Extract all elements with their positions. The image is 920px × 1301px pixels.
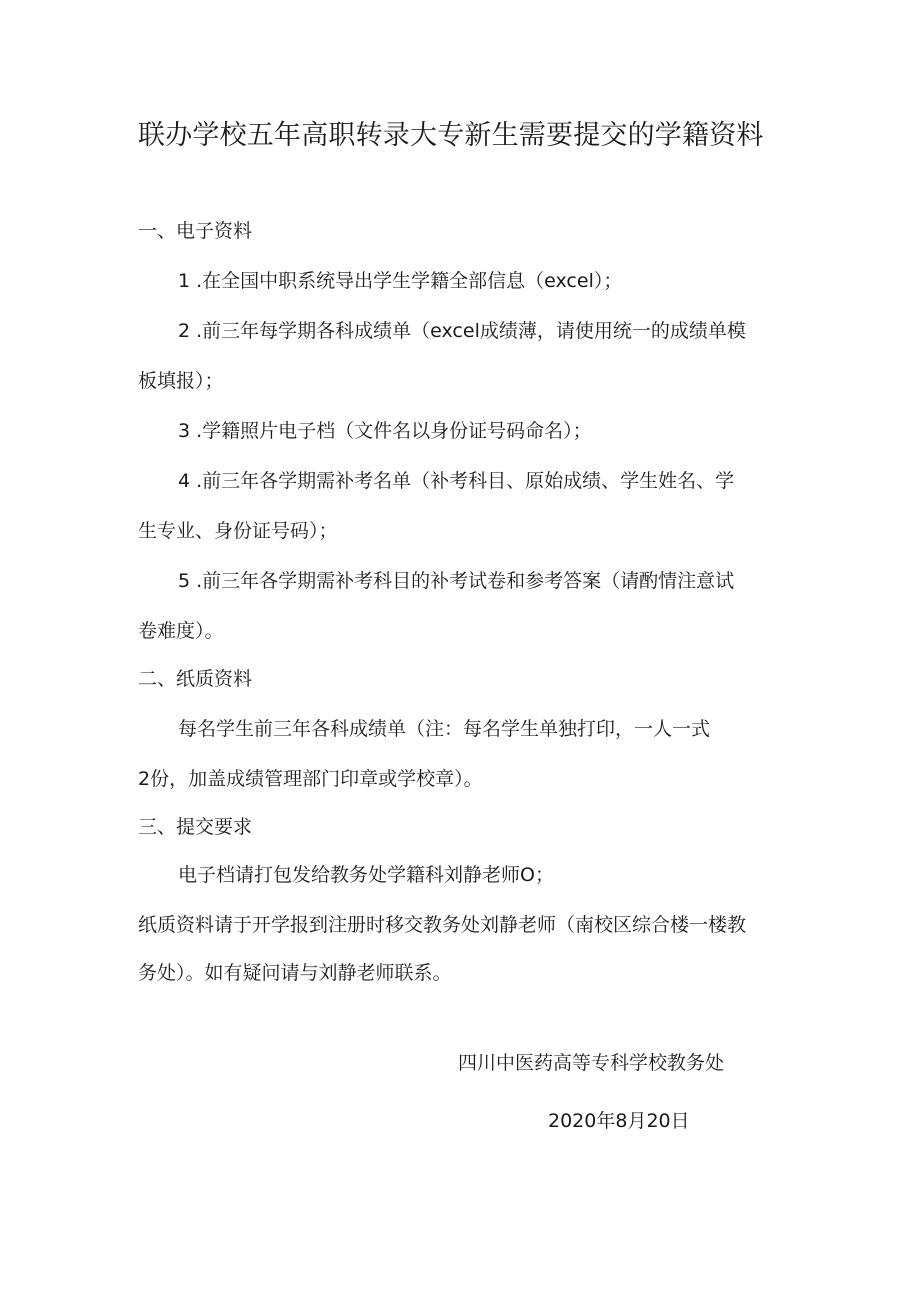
section-1-item-3: 3 .学籍照片电子档（文件名以身份证号码命名）； <box>178 420 592 442</box>
section-1-item-4-line-1: 4 .前三年各学期需补考名单（补考科目、原始成绩、学生姓名、学 <box>178 470 735 492</box>
section-1-item-4-line-2: 生专业、身份证号码）； <box>138 520 338 542</box>
section-3-text-1: 电子档请打包发给教务处学籍科刘静老师O； <box>178 864 554 886</box>
section-3-text-2-line-1: 纸质资料请于开学报到注册时移交教务处刘静老师（南校区综合楼一楼教 <box>138 914 747 936</box>
section-1-item-5-line-1: 5 .前三年各学期需补考科目的补考试卷和参考答案（请酌情注意试 <box>178 570 735 592</box>
section-1-item-2-line-2: 板填报）； <box>138 370 224 392</box>
section-2-text-line-1: 每名学生前三年各科成绩单（注：每名学生单独打印，一人一式 <box>178 718 711 740</box>
section-2-text-line-2: 2份，加盖成绩管理部门印章或学校章）。 <box>138 768 483 790</box>
section-1-item-2-line-1: 2 .前三年每学期各科成绩单（excel成绩薄，请使用统一的成绩单模 <box>178 320 746 342</box>
section-1-item-1: 1 .在全国中职系统导出学生学籍全部信息（excel）； <box>178 270 623 292</box>
section-1-item-5-line-2: 卷难度）。 <box>138 620 224 642</box>
issuer-signature: 四川中医药高等专科学校教务处 <box>458 1052 725 1074</box>
section-1-heading: 一、电子资料 <box>138 220 253 242</box>
issue-date: 2020年8月20日 <box>548 1110 690 1132</box>
document-title: 联办学校五年高职转录大专新生需要提交的学籍资料 <box>138 120 764 151</box>
section-2-heading: 二、纸质资料 <box>138 668 253 690</box>
section-3-heading: 三、提交要求 <box>138 816 253 838</box>
section-3-text-2-line-2: 务处）。如有疑问请与刘静老师联系。 <box>138 962 452 984</box>
